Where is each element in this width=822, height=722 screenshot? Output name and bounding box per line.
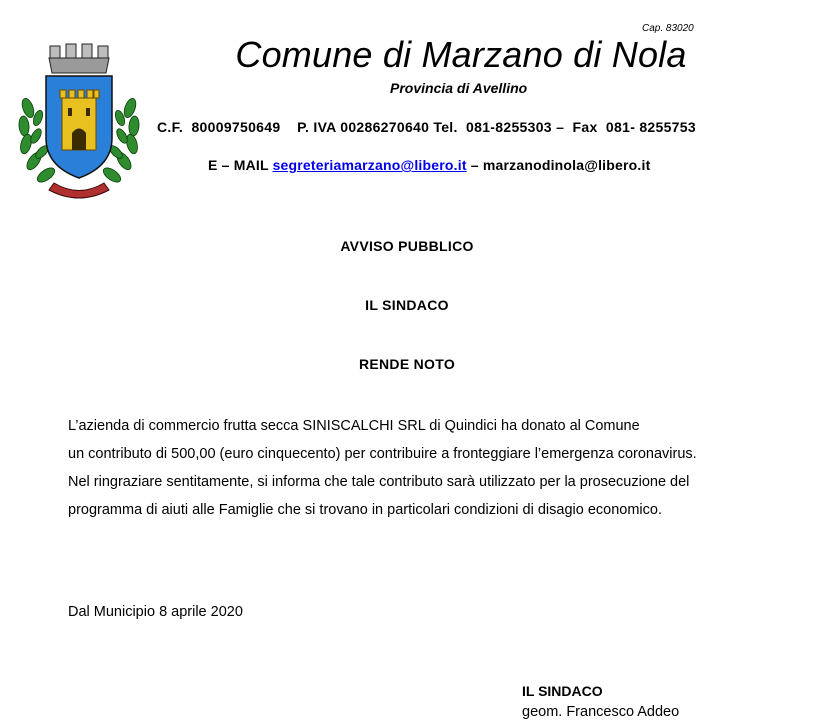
email-prefix: E – MAIL xyxy=(208,157,273,173)
issue-date: Dal Municipio 8 aprile 2020 xyxy=(68,604,243,620)
signature-title: IL SINDACO xyxy=(522,683,603,699)
body-line: programma di aiuti alle Famiglie che si trovano in particolari condizioni di disagio economico. xyxy=(68,502,662,518)
body-line: un contributo di 500,00 (euro cinquecento) per contribuire a fronteggiare l’emergenza coronavirus. xyxy=(68,446,697,462)
fiscal-contact-line: C.F. 80009750649 P. IVA 00286270640 Tel. 081-8255303 – Fax 081- 8255753 xyxy=(157,119,696,135)
province-subtitle: Provincia di Avellino xyxy=(390,80,528,96)
body-line: L’azienda di commercio frutta secca SINISCALCHI SRL di Quindici ha donato al Comune xyxy=(68,418,640,434)
notice-heading: AVVISO PUBBLICO xyxy=(340,238,474,254)
email-link[interactable]: segreteriamarzano@libero.it xyxy=(272,157,467,173)
postal-code: Cap. 83020 xyxy=(642,23,694,34)
notice-body xyxy=(68,412,754,524)
email-line xyxy=(208,157,650,173)
announcement-heading: RENDE NOTO xyxy=(358,356,456,372)
municipality-title: Comune di Marzano di Nola xyxy=(235,34,687,75)
email-suffix: – marzanodinola@libero.it xyxy=(466,157,651,173)
body-line: Nel ringraziare sentitamente, si informa che tale contributo sarà utilizzato per la prosecuzione del xyxy=(68,474,690,490)
signature-name: geom. Francesco Addeo xyxy=(522,704,680,720)
mayor-heading: IL SINDACO xyxy=(365,297,449,313)
